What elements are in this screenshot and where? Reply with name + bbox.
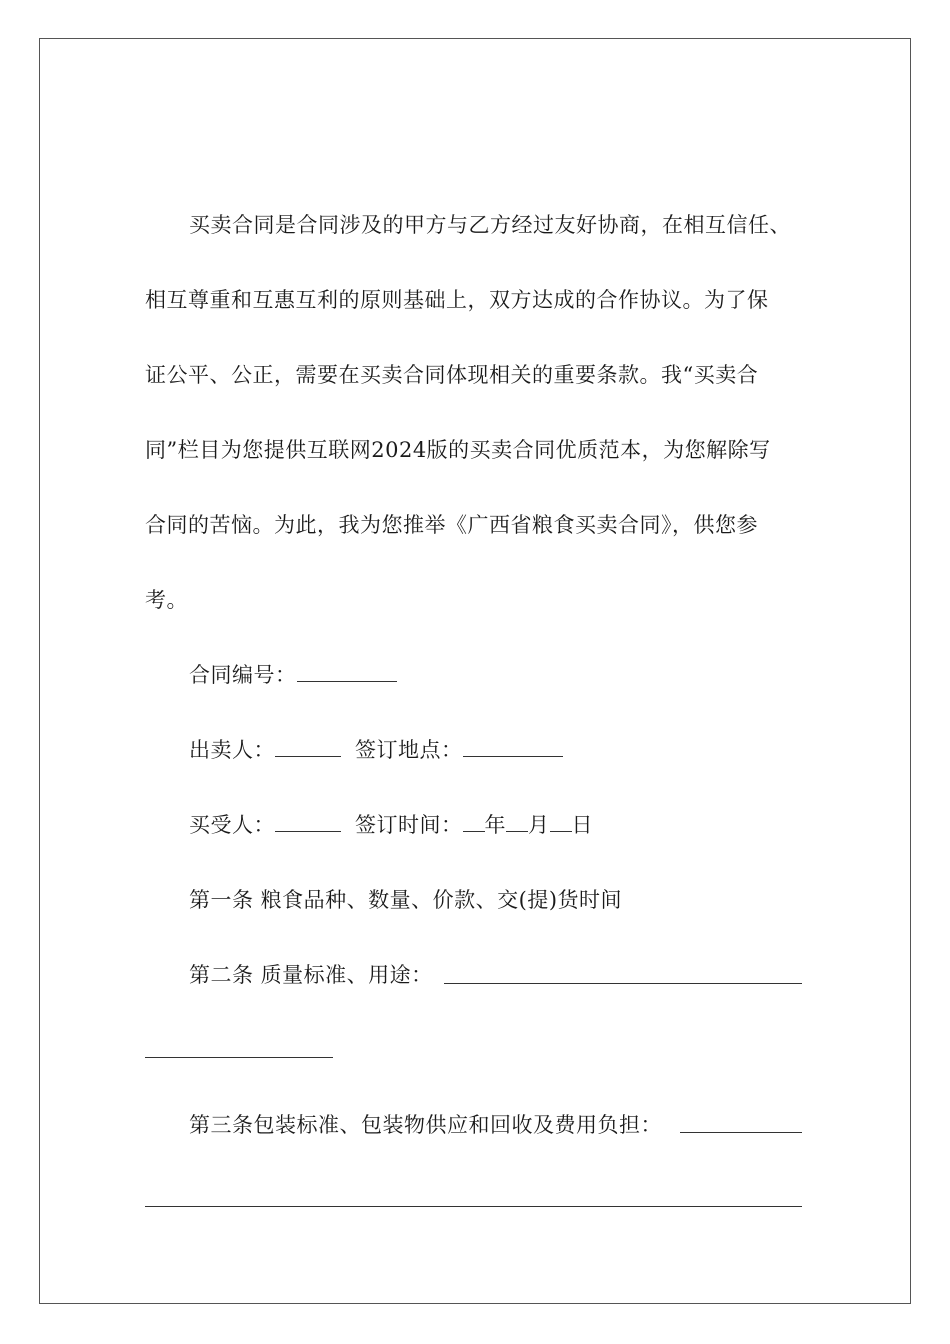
article-2-label: 第二条 质量标准、用途： bbox=[189, 963, 433, 987]
seller-row bbox=[189, 736, 563, 764]
buyer-field[interactable] bbox=[275, 811, 341, 832]
contract-number-row bbox=[189, 661, 397, 689]
seller-label: 出卖人： bbox=[189, 738, 275, 762]
article-3-blank-line-1[interactable] bbox=[680, 1132, 802, 1133]
article-2-blank-line-1[interactable] bbox=[444, 983, 802, 984]
year-field[interactable] bbox=[463, 811, 485, 832]
seller-field[interactable] bbox=[275, 736, 341, 757]
intro-line-4: 同”栏目为您提供互联网2024版的买卖合同优质范本，为您解除写 bbox=[145, 438, 771, 462]
contract-number-field[interactable] bbox=[297, 661, 397, 682]
article-3-blank-line-2[interactable] bbox=[145, 1206, 802, 1207]
month-label: 月 bbox=[528, 813, 550, 837]
signing-place-label: 签订地点： bbox=[355, 738, 463, 762]
contract-number-label: 合同编号： bbox=[189, 663, 297, 687]
intro-line-3: 证公平、公正，需要在买卖合同体现相关的重要条款。我“买卖合 bbox=[145, 363, 759, 387]
day-label: 日 bbox=[571, 813, 593, 837]
article-2-blank-line-2[interactable] bbox=[145, 1057, 333, 1058]
intro-line-6: 考。 bbox=[145, 588, 188, 612]
article-1: 第一条 粮食品种、数量、价款、交(提)货时间 bbox=[189, 888, 623, 912]
signing-time-label: 签订时间： bbox=[355, 813, 463, 837]
day-field[interactable] bbox=[550, 811, 572, 832]
year-label: 年 bbox=[484, 813, 506, 837]
intro-line-1: 买卖合同是合同涉及的甲方与乙方经过友好协商，在相互信任、 bbox=[189, 213, 791, 237]
buyer-row bbox=[189, 811, 593, 839]
signing-place-field[interactable] bbox=[463, 736, 563, 757]
intro-line-2: 相互尊重和互惠互利的原则基础上，双方达成的合作协议。为了保 bbox=[145, 288, 769, 312]
article-3-label: 第三条包装标准、包装物供应和回收及费用负担： bbox=[189, 1113, 662, 1137]
month-field[interactable] bbox=[506, 811, 528, 832]
intro-line-5: 合同的苦恼。为此，我为您推举《广西省粮食买卖合同》，供您参 bbox=[145, 513, 758, 537]
buyer-label: 买受人： bbox=[189, 813, 275, 837]
